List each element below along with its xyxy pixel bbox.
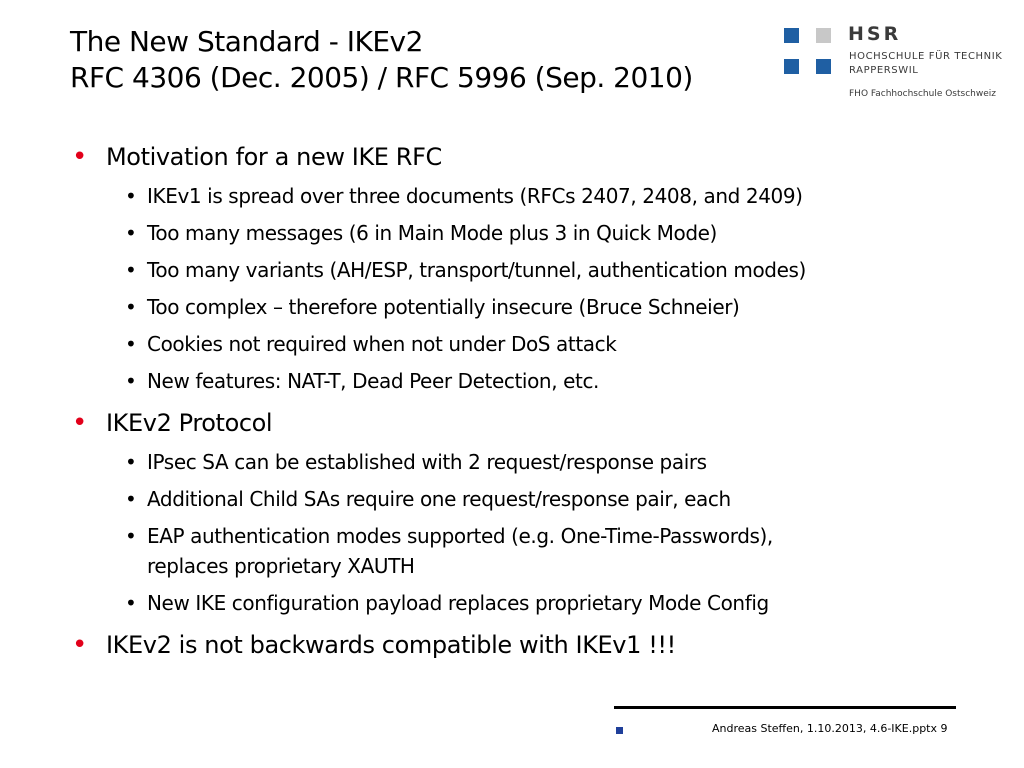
bullet-level1 <box>70 628 970 662</box>
slide-title <box>70 24 693 96</box>
bullet-level2 <box>70 329 970 359</box>
footer-text: Andreas Steffen, 1.10.2013, 4.6-IKE.pptx 9 <box>712 722 948 735</box>
bullet-text: IKEv2 is not backwards compatible with IKEv1 !!! <box>106 631 676 659</box>
bullet-text: Too many variants (AH/ESP, transport/tunnel, authentication modes) <box>147 258 806 282</box>
bullet-level2 <box>70 218 970 248</box>
bullet-icon: • <box>72 630 87 660</box>
bullet-text: Additional Child SAs require one request/response pair, each <box>147 487 731 511</box>
bullet-text: Motivation for a new IKE RFC <box>106 143 442 171</box>
bullet-level2 <box>70 292 970 322</box>
footer-square-icon <box>616 727 623 734</box>
bullet-icon: • <box>125 221 137 245</box>
bullet-text: IKEv2 Protocol <box>106 409 273 437</box>
bullet-level2 <box>70 521 970 551</box>
bullet-text: New IKE configuration payload replaces proprietary Mode Config <box>147 591 769 615</box>
bullet-text: Cookies not required when not under DoS attack <box>147 332 617 356</box>
bullet-text: replaces proprietary XAUTH <box>147 554 415 578</box>
logo-subtitle-2: RAPPERSWIL <box>849 65 919 76</box>
bullet-icon: • <box>125 258 137 282</box>
slide-title-line-1: The New Standard - IKEv2 <box>70 25 423 58</box>
bullet-icon: • <box>125 369 137 393</box>
logo-name: HSR <box>848 23 902 45</box>
footer-divider <box>614 706 956 709</box>
bullet-level2 <box>70 484 970 514</box>
logo-subtitle-1: HOCHSCHULE FÜR TECHNIK <box>849 51 1003 62</box>
bullet-icon: • <box>125 487 137 511</box>
bullet-text: EAP authentication modes supported (e.g. One-Time-Passwords), <box>147 524 773 548</box>
bullet-level1 <box>70 406 970 440</box>
bullet-level2 <box>70 588 970 618</box>
bullet-icon: • <box>72 408 87 438</box>
bullet-level1 <box>70 140 970 174</box>
bullet-text: New features: NAT-T, Dead Peer Detection, etc. <box>147 369 600 393</box>
bullet-icon: • <box>125 450 137 474</box>
bullet-text: IKEv1 is spread over three documents (RFCs 2407, 2408, and 2409) <box>147 184 803 208</box>
bullet-icon: • <box>72 142 87 172</box>
bullet-text: Too many messages (6 in Main Mode plus 3 in Quick Mode) <box>147 221 717 245</box>
logo-square-bottom-left <box>784 59 799 74</box>
bullet-icon: • <box>125 332 137 356</box>
bullet-level2 <box>70 447 970 477</box>
logo-square-bottom-right <box>816 59 831 74</box>
bullet-icon: • <box>125 524 137 548</box>
logo-subtitle-3: FHO Fachhochschule Ostschweiz <box>849 89 996 99</box>
bullet-level2 <box>70 255 970 285</box>
bullet-level2 <box>70 366 970 396</box>
bullet-level2-continuation <box>70 551 970 581</box>
bullet-icon: • <box>125 295 137 319</box>
bullet-level2 <box>70 181 970 211</box>
slide-title-line-2: RFC 4306 (Dec. 2005) / RFC 5996 (Sep. 2010) <box>70 61 693 94</box>
bullet-text: IPsec SA can be established with 2 request/response pairs <box>147 450 707 474</box>
hsr-logo <box>784 24 1014 104</box>
bullet-text: Too complex – therefore potentially insecure (Bruce Schneier) <box>147 295 740 319</box>
bullet-icon: • <box>125 184 137 208</box>
logo-square-top-left <box>784 28 799 43</box>
bullet-icon: • <box>125 591 137 615</box>
logo-square-top-right <box>816 28 831 43</box>
slide-content <box>70 140 970 662</box>
